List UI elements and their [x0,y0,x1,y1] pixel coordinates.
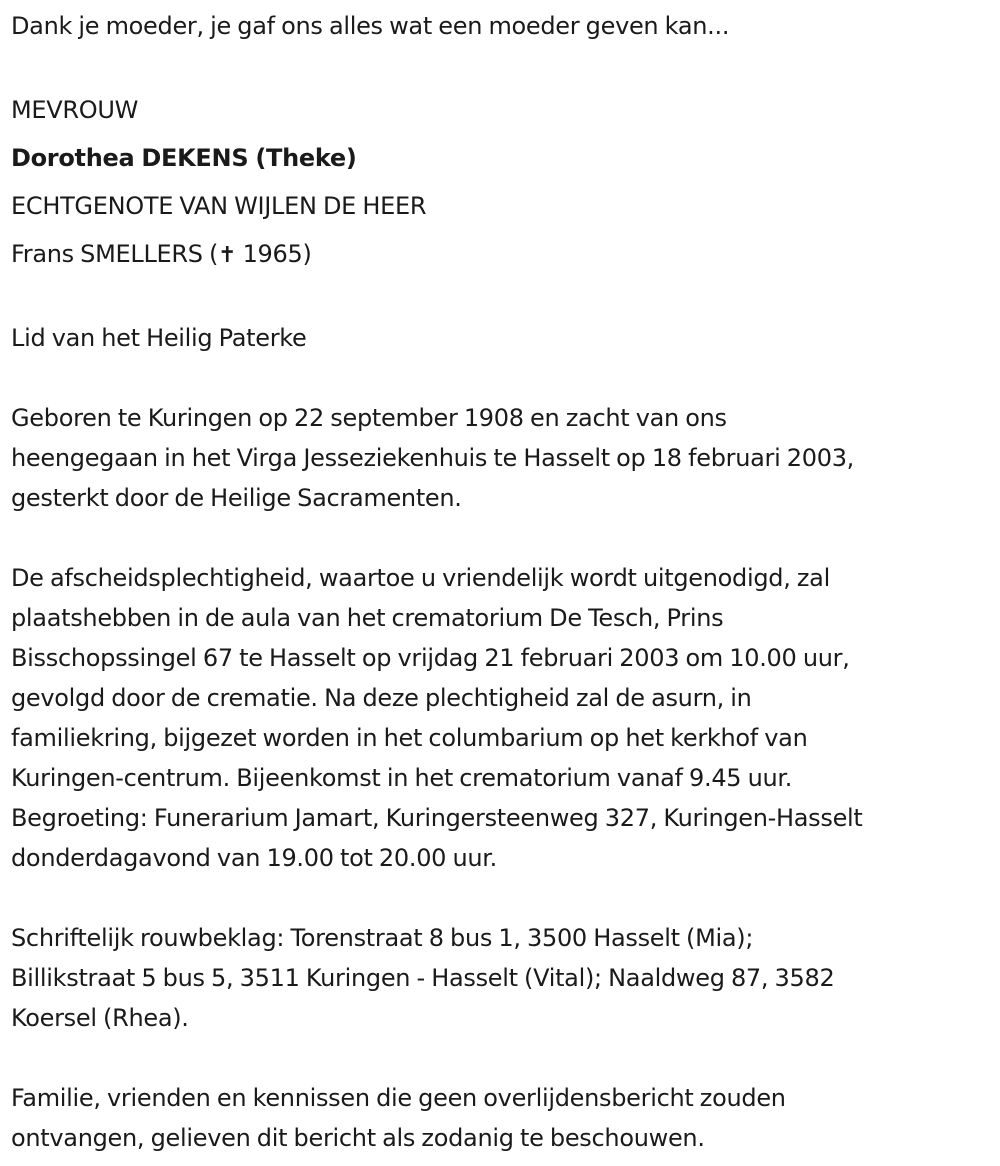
paragraph-line: plaatshebben in de aula van het crematorium De Tesch, Prins [11,604,724,632]
cross-icon: ✝ [218,243,237,268]
spacer [11,1038,996,1078]
spouse-name: Frans SMELLERS ( [11,240,219,268]
paragraph-line: heengegaan in het Virga Jesseziekenhuis te Hasselt op 18 februari 2003, [11,444,854,472]
paragraph-line: donderdagavond van 19.00 tot 20.00 uur. [11,844,497,872]
spouse-line [11,230,996,278]
spacer [11,358,996,398]
paragraph-line: familiekring, bijgezet worden in het columbarium op het kerkhof van [11,724,808,752]
obituary-document [11,6,996,1158]
spacer [11,46,996,86]
spacer [11,878,996,918]
paragraph-line: gevolgd door de crematie. Na deze plechtigheid zal de asurn, in [11,684,752,712]
paragraph-line: De afscheidsplechtigheid, waartoe u vriendelijk wordt uitgenodigd, zal [11,564,830,592]
paragraph-line: Geboren te Kuringen op 22 september 1908 en zacht van ons [11,404,727,432]
spouse-year: 1965) [242,240,312,268]
paragraph-line: Familie, vrienden en kennissen die geen overlijdensbericht zouden [11,1084,786,1112]
membership-line: Lid van het Heilig Paterke [11,324,307,352]
ceremony-paragraph [11,558,996,878]
paragraph-line: Begroeting: Funerarium Jamart, Kuringersteenweg 327, Kuringen-Hasselt [11,804,863,832]
paragraph-line: Koersel (Rhea). [11,1004,189,1032]
condolence-paragraph [11,918,996,1038]
spouse-intro: ECHTGENOTE VAN WIJLEN DE HEER [11,192,427,220]
opening-line: Dank je moeder, je gaf ons alles wat een moeder geven kan... [11,12,730,40]
spacer [11,278,996,318]
title-line: MEVROUW [11,96,139,124]
paragraph-line: Schriftelijk rouwbeklag: Torenstraat 8 bus 1, 3500 Hasselt (Mia); [11,924,754,952]
paragraph-line: ontvangen, gelieven dit bericht als zodanig te beschouwen. [11,1124,705,1152]
paragraph-line: Bisschopssingel 67 te Hasselt op vrijdag 21 februari 2003 om 10.00 uur, [11,644,850,672]
paragraph-line: Billikstraat 5 bus 5, 3511 Kuringen - Hasselt (Vital); Naaldweg 87, 3582 [11,964,835,992]
closing-paragraph [11,1078,996,1158]
deceased-name: Dorothea DEKENS (Theke) [11,144,357,172]
birth-paragraph [11,398,996,518]
paragraph-line: gesterkt door de Heilige Sacramenten. [11,484,462,512]
spacer [11,518,996,558]
paragraph-line: Kuringen-centrum. Bijeenkomst in het crematorium vanaf 9.45 uur. [11,764,793,792]
